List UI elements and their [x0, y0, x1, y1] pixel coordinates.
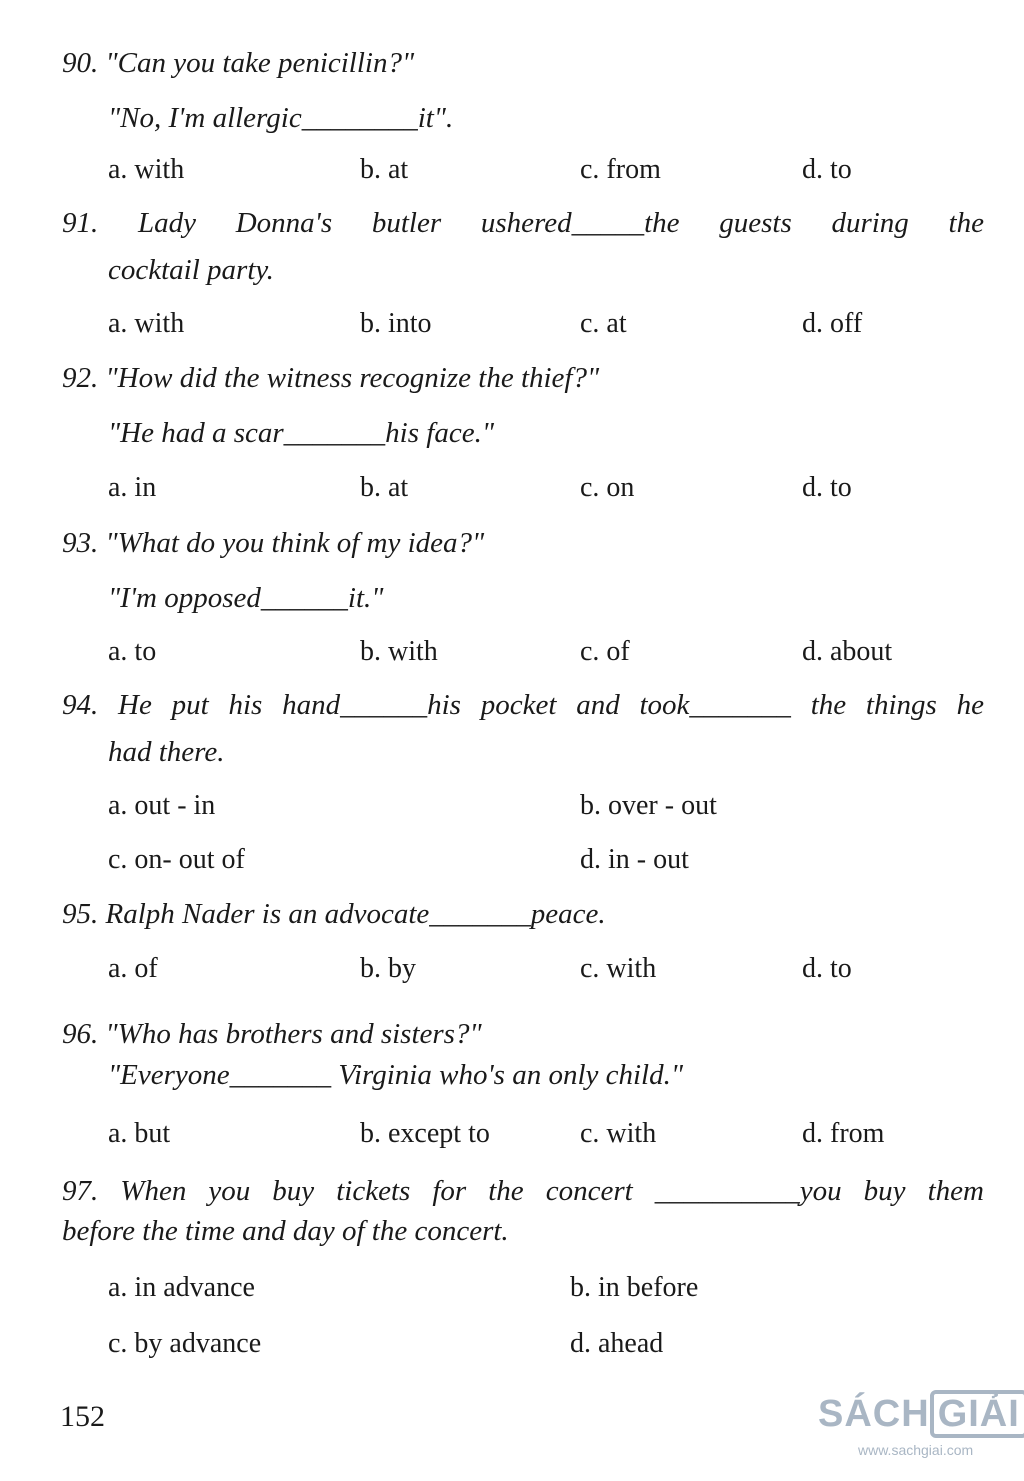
option-a[interactable]: a. to — [108, 636, 157, 667]
option-a[interactable]: a. but — [108, 1118, 171, 1149]
option-d[interactable]: d. to — [802, 472, 852, 503]
word: Donna's — [235, 207, 333, 239]
question-91-line-1 — [62, 206, 984, 240]
word: guests — [719, 207, 792, 239]
word: the — [948, 207, 984, 239]
question-97-line-1 — [62, 1174, 984, 1208]
word: the — [810, 689, 847, 721]
word: 97. — [62, 1175, 99, 1207]
word: When — [120, 1175, 187, 1207]
option-a[interactable]: a. with — [108, 308, 185, 339]
word: you — [208, 1175, 251, 1207]
option-a[interactable]: a. in — [108, 472, 157, 503]
option-a[interactable]: a. of — [108, 953, 158, 984]
word: buy — [863, 1175, 906, 1207]
option-c[interactable]: c. by advance — [108, 1328, 262, 1359]
option-d[interactable]: d. in - out — [580, 844, 689, 875]
option-c[interactable]: c. with — [580, 1118, 657, 1149]
word: He — [118, 689, 152, 721]
option-c[interactable]: c. at — [580, 308, 627, 339]
option-b[interactable]: b. in before — [570, 1272, 699, 1303]
sachgiai-watermark-logo — [818, 1390, 1018, 1470]
option-c[interactable]: c. from — [580, 154, 661, 185]
option-c[interactable]: c. with — [580, 953, 657, 984]
watermark-brand — [818, 1390, 1024, 1438]
option-d[interactable]: d. to — [802, 953, 852, 984]
option-b[interactable]: b. at — [360, 154, 409, 185]
word: hand______his — [282, 689, 461, 721]
option-a[interactable]: a. with — [108, 154, 185, 185]
watermark-url: www.sachgiai.com — [858, 1442, 974, 1458]
question-93-prompt: 93. "What do you think of my idea?" — [62, 527, 485, 559]
word: pocket — [480, 689, 557, 721]
word: Lady — [137, 207, 196, 239]
word: concert — [545, 1175, 633, 1207]
option-d[interactable]: d. from — [802, 1118, 885, 1149]
question-96-response: "Everyone_______ Virginia who's an only child." — [108, 1059, 684, 1091]
option-a[interactable]: a. in advance — [108, 1272, 255, 1303]
question-90-prompt: 90. "Can you take penicillin?" — [62, 47, 415, 79]
word: the — [488, 1175, 524, 1207]
word: 94. — [62, 689, 99, 721]
word: during — [831, 207, 909, 239]
option-b[interactable]: b. by — [360, 953, 416, 984]
question-94-line-2: had there. — [108, 736, 225, 768]
option-b[interactable]: b. with — [360, 636, 438, 667]
word: them — [927, 1175, 984, 1207]
question-92-response: "He had a scar_______his face." — [108, 417, 495, 449]
question-95-prompt: 95. Ralph Nader is an advocate_______peace. — [62, 898, 606, 930]
watermark-brand-left: SÁCH — [818, 1393, 930, 1435]
word: 91. — [62, 207, 99, 239]
option-d[interactable]: d. off — [802, 308, 863, 339]
question-97-line-2: before the time and day of the concert. — [62, 1215, 509, 1247]
option-c[interactable]: c. of — [580, 636, 630, 667]
word: __________you — [654, 1175, 842, 1207]
option-a[interactable]: a. out - in — [108, 790, 216, 821]
word: and — [576, 689, 620, 721]
option-d[interactable]: d. ahead — [570, 1328, 664, 1359]
page-number: 152 — [60, 1400, 105, 1433]
option-b[interactable]: b. into — [360, 308, 432, 339]
word: put — [171, 689, 209, 721]
option-b[interactable]: b. over - out — [580, 790, 717, 821]
word: buy — [272, 1175, 315, 1207]
option-b[interactable]: b. at — [360, 472, 409, 503]
question-93-response: "I'm opposed______it." — [108, 582, 384, 614]
word: butler — [371, 207, 442, 239]
watermark-brand-box: GIẢI — [930, 1390, 1024, 1438]
question-90-response: "No, I'm allergic________it". — [108, 102, 454, 134]
option-c[interactable]: c. on — [580, 472, 635, 503]
option-b[interactable]: b. except to — [360, 1118, 490, 1149]
question-94-line-1 — [62, 688, 984, 722]
question-91-line-2: cocktail party. — [108, 254, 274, 286]
word: ushered_____the — [480, 207, 680, 239]
word: for — [432, 1175, 467, 1207]
question-96-prompt: 96. "Who has brothers and sisters?" — [62, 1018, 482, 1050]
question-92-prompt: 92. "How did the witness recognize the thief?" — [62, 362, 600, 394]
option-d[interactable]: d. to — [802, 154, 852, 185]
word: took_______ — [639, 689, 791, 721]
option-c[interactable]: c. on- out of — [108, 844, 245, 875]
option-d[interactable]: d. about — [802, 636, 893, 667]
word: things — [865, 689, 937, 721]
word: he — [956, 689, 984, 721]
word: tickets — [336, 1175, 411, 1207]
word: his — [228, 689, 263, 721]
